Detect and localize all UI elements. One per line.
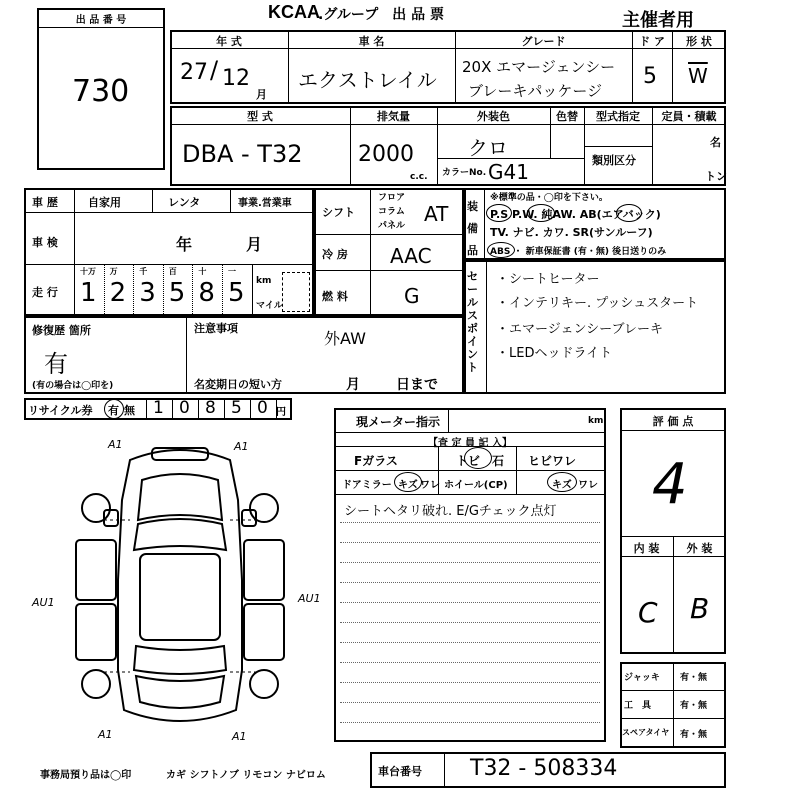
sales-point-2: ・インテリキー. プッシュスタート <box>496 296 699 311</box>
sales-point-3: ・エマージェンシーブレーキ <box>496 322 663 337</box>
recycle-unit: 円 <box>276 407 286 418</box>
mileage-header: 千 <box>139 267 148 276</box>
fuel-value: G <box>404 284 420 308</box>
rating-score: 4 <box>652 452 688 517</box>
tobi-label: トビ <box>456 454 481 468</box>
grade-line1: 20X エマージェンシー <box>462 58 616 76</box>
repair-history-label: 修復歴 箇所 <box>32 324 91 337</box>
model-name-value: エクストレイル <box>298 68 437 92</box>
group-title: .グループ 出 品 票 <box>318 7 444 23</box>
wheel-label: ホイール(CP) <box>444 480 508 491</box>
shift-label: シフト <box>322 206 355 219</box>
mileage-header: 十 <box>198 267 207 276</box>
interior-grade: C <box>638 596 658 629</box>
mark-a1-bottom-left: A1 <box>98 728 113 741</box>
owner-change-month: 月 <box>346 377 360 393</box>
sales-point-1: ・シートヒーター <box>496 272 600 287</box>
chassis-number: T32 - 508334 <box>470 756 618 781</box>
inspection-year-unit: 年 <box>176 235 193 254</box>
mileage-header: 十万 <box>80 267 96 276</box>
color-code-value: G41 <box>488 160 529 184</box>
f-glass-label: Fガラス <box>354 454 398 468</box>
exterior-grade: B <box>690 592 710 625</box>
displacement-value: 2000 <box>358 142 414 167</box>
tools-value: 有・無 <box>680 701 708 711</box>
rental-option: レンタ <box>168 196 201 209</box>
office-note: 事務局預り品は◯印 <box>40 770 132 781</box>
mileage-header: 百 <box>168 267 177 276</box>
capacity-unit-persons: 名 <box>710 136 721 149</box>
sales-point-4: ・LEDヘッドライト <box>496 346 613 361</box>
owner-change-label: 名変期日の短い方 <box>194 378 282 391</box>
mileage-header: 一 <box>228 267 236 276</box>
fuel-label: 燃 料 <box>322 290 348 303</box>
shift-option-panel: パネル <box>378 221 406 231</box>
body-shape-value: $\overline{W}$ <box>688 64 708 88</box>
hibiware-label: ヒビワレ <box>528 454 577 468</box>
meter-unit: km <box>588 416 604 426</box>
door-mirror-label: ドアミラー <box>342 480 392 491</box>
meter-label: 現メーター指示 <box>356 415 441 429</box>
recycle-digit: 5 <box>231 398 242 418</box>
inspector-comment: シートヘタリ破れ. E/Gチェック点灯 <box>344 504 557 519</box>
lot-number: 730 <box>72 74 130 109</box>
chassis-label: 車台番号 <box>378 765 422 778</box>
mileage-digit: 1 <box>80 278 97 308</box>
mileage-digit: 2 <box>109 278 127 308</box>
doors-label: ド ア <box>639 35 665 48</box>
shift-value: AT <box>424 202 449 226</box>
recycle-digit: 0 <box>179 398 190 418</box>
mark-a1-top-left: A1 <box>108 438 123 451</box>
capacity-unit-tons: トン <box>705 170 727 183</box>
sales-points-label: セールスポイント <box>467 270 478 374</box>
inspection-month-unit: 月 <box>246 235 263 254</box>
ishi-label: 石 <box>492 454 505 468</box>
grade-line2: ブレーキパッケージ <box>468 82 603 100</box>
repair-history-note: (有の場合は◯印を) <box>32 381 114 391</box>
recycle-yes: 有 <box>108 404 119 417</box>
inspector-label: 【査 定 員 記 入】 <box>428 438 512 449</box>
caution-label: 注意事項 <box>194 322 238 335</box>
body-shape-label: 形 状 <box>686 35 712 48</box>
wheel-ware: ワレ <box>578 480 598 491</box>
mark-a1-left: AU1 <box>32 596 55 609</box>
recycle-digit: 8 <box>205 398 216 418</box>
office-items: カギ シフトノブ リモコン ナビロム <box>166 770 326 781</box>
grade-label: グレード <box>521 35 566 48</box>
jack-label: ジャッキ <box>624 673 660 683</box>
wheel-kizu: キズ <box>552 480 572 491</box>
capacity-label: 定員・積載 <box>661 110 717 123</box>
equipment-label: 装 備 品 <box>467 200 478 257</box>
model-designation-label: 型式指定 <box>596 110 640 123</box>
doors-value: 5 <box>643 64 657 89</box>
mirror-ware: ワレ <box>420 480 440 491</box>
equipment-line3: ABS ・ 新車保証書 (有・無) 後日送りのみ <box>490 247 667 257</box>
displacement-label: 排気量 <box>377 110 410 123</box>
year-label: 年 式 <box>216 35 242 48</box>
mileage-digit: 3 <box>139 278 156 308</box>
cc-label: c.c. <box>410 172 428 182</box>
category-label: 類別区分 <box>592 154 636 167</box>
exterior-color-value: クロ <box>468 136 508 160</box>
private-use-option: 自家用 <box>88 196 121 209</box>
car-diagram <box>60 440 300 740</box>
recycle-digit: 1 <box>153 398 164 418</box>
exterior-label: 外 装 <box>686 542 713 555</box>
equipment-note: ※標準の品・◯印を下さい。 <box>490 193 608 203</box>
repair-history-value: 有 <box>44 350 68 378</box>
lot-number-label: 出 品 番 号 <box>75 15 127 26</box>
equipment-line1: P.S P.W. 純AW. AB(エアバック) <box>490 208 661 221</box>
color-code-label: カラーNo. <box>442 168 487 178</box>
inspection-label: 車 検 <box>32 236 58 249</box>
mark-au1-center: AU1 <box>298 592 321 605</box>
km-label: km <box>256 276 272 286</box>
month-value: 12 <box>222 66 250 91</box>
spare-tire-label: スペアタイヤ <box>622 728 670 737</box>
mark-a1-top-right: A1 <box>234 440 249 453</box>
rating-label: 評 価 点 <box>652 415 694 428</box>
organizer-use: 主催者用 <box>622 10 694 31</box>
year-value: 27 <box>180 60 208 85</box>
model-name-label: 車 名 <box>358 35 385 48</box>
recycle-label: リサイクル券 <box>28 404 93 417</box>
month-unit: 月 <box>256 88 267 101</box>
equipment-line2: TV. ナビ. カワ. SR(サンルーフ) <box>490 226 653 239</box>
spare-tire-value: 有・無 <box>680 730 708 740</box>
tools-label: 工 具 <box>624 701 652 711</box>
exterior-color-label: 外装色 <box>477 110 510 123</box>
caution-value: 外AW <box>324 329 366 348</box>
interior-label: 内 装 <box>633 542 660 555</box>
mileage-header: 万 <box>109 267 118 276</box>
owner-change-day: 日まで <box>396 377 438 393</box>
jack-value: 有・無 <box>680 673 708 683</box>
shift-option-column: コラム <box>378 207 405 217</box>
aircon-value: AAC <box>390 244 432 268</box>
color-slot-label: 色替 <box>556 110 578 123</box>
mile-label: マイル <box>256 301 283 311</box>
model-type-label: 型 式 <box>247 110 273 123</box>
shift-option-floor: フロア <box>378 193 406 203</box>
model-type-value: DBA - T32 <box>182 140 303 168</box>
business-option: 事業.営業車 <box>238 198 292 209</box>
mirror-kizu: キズ <box>398 480 418 491</box>
brand-logo: KCAA <box>268 2 320 22</box>
mileage-digit: 8 <box>198 278 215 308</box>
mileage-digit: 5 <box>168 278 186 308</box>
recycle-digit: 0 <box>257 398 268 418</box>
mile-checkbox <box>282 272 310 312</box>
mark-a1-bottom-right: A1 <box>232 730 247 743</box>
recycle-no: 無 <box>124 404 135 417</box>
vehicle-history-label: 車 歴 <box>32 196 58 209</box>
mileage-digit: 5 <box>228 278 245 308</box>
mileage-label: 走 行 <box>32 286 58 299</box>
aircon-label: 冷 房 <box>322 248 348 261</box>
